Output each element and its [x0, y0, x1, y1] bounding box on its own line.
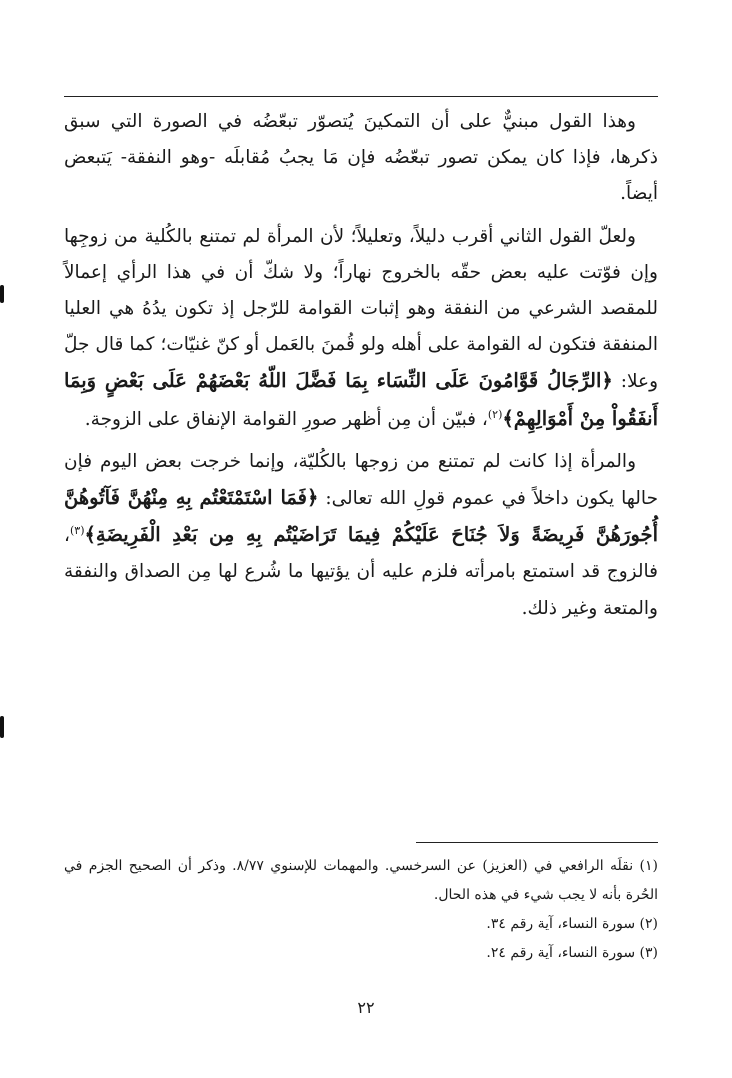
scan-edge-mark: [0, 285, 4, 303]
footnote-ref-2[interactable]: (٢): [487, 407, 503, 421]
footnote-3: (٣) سورة النساء، آية رقم ٢٤.: [486, 945, 658, 961]
quran-quote-nisa-24: ﴿فَمَا اسْتَمْتَعْتُم بِهِ مِنْهُنَّ فَآتُوهُنَّ أُجُورَهُنَّ فَرِيضَةً وَلاَ جُنَاحَ عَلَيْكُمْ فِيمَا تَرَاضَيْتُم بِهِ مِن بَعْدِ الْفَرِيضَةِ﴾: [64, 486, 658, 547]
paragraph-2: [64, 219, 658, 438]
footnote-2: (٢) سورة النساء، آية رقم ٣٤.: [486, 916, 658, 932]
scan-edge-mark: [0, 716, 4, 738]
footnote-ref-3[interactable]: (٣): [69, 524, 85, 538]
paragraph-1-text: وهذا القول مبنيٌّ على أن التمكينَ يُتصوّر تبعّضُه في الصورة التي سبق ذكرها، فإذا كان يمكن تصور تبعّضُه فإن مَا يجبُ مُقابلَه -وهو النفقة- يَتبعض أيضاً.: [64, 111, 658, 205]
main-text: [64, 104, 658, 633]
footnote-rule: [416, 842, 658, 843]
page-number: ٢٢: [357, 998, 375, 1017]
paragraph-2-tail: ، فبيّن أن مِن أظهر صورِ القوامة الإنفاق على الزوجة.: [84, 408, 488, 430]
header-rule: [64, 96, 658, 97]
paragraph-3-tail: ، فالزوج قد استمتع بامرأته فلزم عليه أن يؤتيها ما شُرع لها مِن الصداق والنفقة والمتعة وغير ذلك.: [64, 525, 658, 619]
paragraph-3: [64, 444, 658, 627]
paragraph-1: [64, 104, 658, 213]
footnotes: [64, 852, 658, 968]
footnote-1: (١) نقلَه الرافعي في (العزيز) عن السرخسي. والمهمات للإسنوي ٨/٧٧. وذكر أن الصحيح الجزم في الحُرة بأنه لا يجب شيء في هذه الحال.: [64, 858, 658, 903]
paragraph-2-text: ولعلّ القول الثاني أقرب دليلاً، وتعليلاً؛ لأن المرأة لم تمتنع بالكُلية من زوجِها وإن فوّتت عليه بعض حقّه بالخروج نهاراً؛ ولا شكّ أن في هذا الرأي إعمالاً للمقصد الشرعي من النفقة وهو إثبات القوامة للرّجل إذ تكون يدُهُ هي العليا المنفقة فتكون له القوامة على أهله ولو قُمنَ بالعَمل أو كنّ غنيّات؛ كما قال جلّ وعلا:: [64, 225, 659, 393]
paragraph-3-text: والمرأة إذا كانت لم تمتنع من زوجها بالكُليّة، وإنما خرجت بعض اليوم فإن حالها يكون داخلاً في عموم قولِ الله تعالى:: [64, 450, 659, 510]
quran-quote-nisa-34: ﴿الرِّجَالُ قَوَّامُونَ عَلَى النِّسَاء بِمَا فَضَّلَ اللّهُ بَعْضَهُمْ عَلَى بَعْضٍ وَبِمَا أَنفَقُواْ مِنْ أَمْوَالِهِمْ﴾: [64, 369, 658, 430]
